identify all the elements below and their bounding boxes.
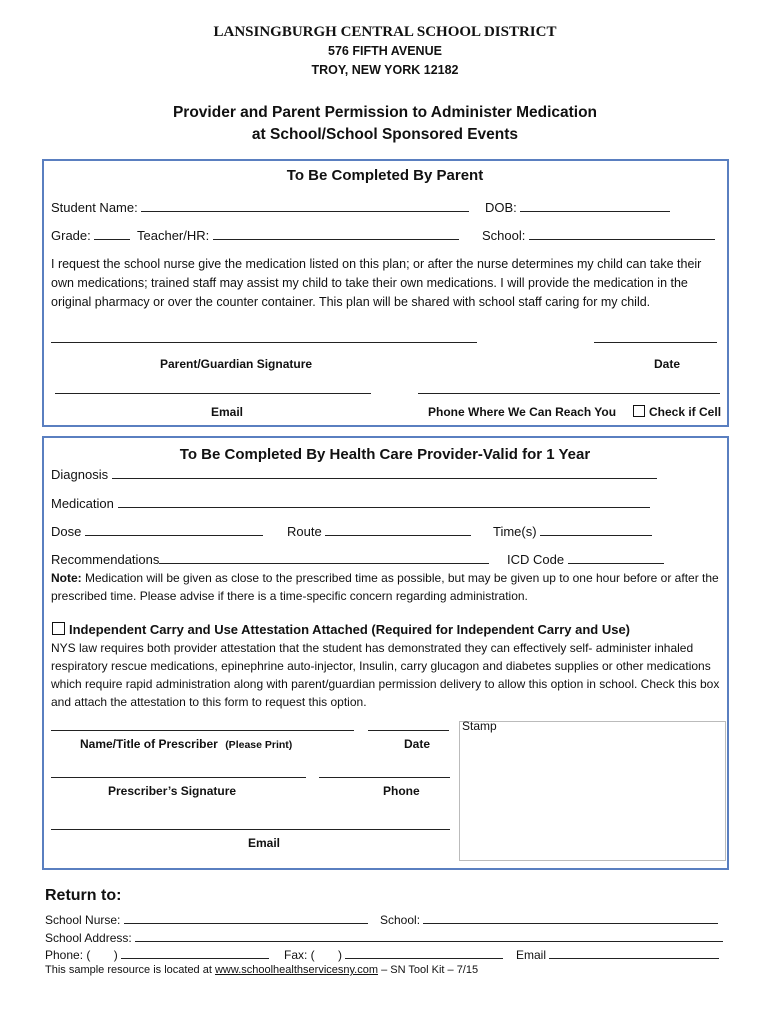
check-if-cell[interactable] — [633, 405, 721, 419]
grade-line[interactable] — [94, 228, 130, 240]
student-name-field[interactable] — [51, 200, 469, 215]
dose-field[interactable] — [51, 524, 263, 539]
note-label: Note: — [51, 571, 82, 585]
return-nurse-line[interactable] — [124, 912, 368, 924]
district-name: LANSINGBURGH CENTRAL SCHOOL DISTRICT — [213, 24, 557, 40]
attestation-text: NYS law requires both provider attestation that the student has demonstrated they can effectively self- administer inhaled respiratory rescue medications, epinephrine auto-injector, Insulin, carry glucagon and diabetes supplies or other medications which require rapid administration along with parent/guardian permission delivery to allow this option in school. Check this box and attach the attestation to this form to request this option. — [51, 641, 720, 709]
parent-phone-label: Phone Where We Can Reach You — [428, 405, 617, 419]
times-label: Time(s) — [493, 524, 537, 539]
return-nurse-field[interactable] — [45, 912, 368, 927]
return-school-line[interactable] — [423, 912, 718, 924]
times-field[interactable] — [493, 524, 652, 539]
return-email-field[interactable] — [516, 947, 719, 962]
times-line[interactable] — [540, 524, 652, 536]
note-text: Medication will be given as close to the prescribed time as possible, but may be given up to one hour before or after the prescribed time. Please advise if there is a time-specific concern regarding administration. — [51, 571, 719, 603]
prescriber-email-line[interactable] — [51, 829, 450, 830]
return-address-field[interactable] — [45, 930, 723, 945]
diagnosis-line[interactable] — [112, 467, 657, 479]
return-fax-label: Fax: ( — [284, 948, 315, 962]
prescriber-name-label — [80, 737, 292, 751]
school-line[interactable] — [529, 228, 715, 240]
attestation-checkbox[interactable] — [52, 622, 65, 635]
return-heading: Return to: — [45, 887, 122, 904]
return-address-label: School Address: — [45, 931, 132, 945]
grade-label: Grade: — [51, 228, 91, 243]
return-phone-line[interactable] — [121, 947, 269, 959]
footer-suffix: – SN Tool Kit – 7/15 — [381, 964, 479, 976]
form-title-1: Provider and Parent Permission to Administer Medication — [172, 104, 598, 121]
grade-field[interactable] — [51, 228, 130, 243]
route-line[interactable] — [325, 524, 471, 536]
footer-note — [45, 964, 478, 976]
prescriber-email-label: Email — [248, 836, 281, 850]
address-line-2: TROY, NEW YORK 12182 — [311, 63, 459, 77]
attestation-heading: Independent Carry and Use Attestation Attached (Required for Independent Carry and Use) — [69, 622, 631, 637]
dob-field[interactable] — [485, 200, 670, 215]
medication-field[interactable] — [51, 496, 650, 511]
parent-phone-line[interactable] — [418, 393, 720, 394]
teacher-field[interactable] — [137, 228, 459, 243]
return-email-label: Email — [516, 948, 547, 962]
return-nurse-label: School Nurse: — [45, 913, 121, 927]
parent-signature-label: Parent/Guardian Signature — [160, 357, 313, 371]
address-line-1: 576 FIFTH AVENUE — [328, 44, 442, 58]
return-address-line[interactable] — [135, 930, 723, 942]
prescriber-phone-label: Phone — [383, 784, 420, 798]
parent-statement: I request the school nurse give the medication listed on this plan; or after the nurse determines my child can take their own medications; trained staff may assist my child to take their own medications. I will provide the medication in the original pharmacy or over the counter container. This plan will be shared with school staff caring for my child. — [51, 257, 702, 309]
school-label: School: — [482, 228, 526, 243]
return-phone-field[interactable] — [45, 947, 269, 962]
form-title-2: at School/School Sponsored Events — [251, 126, 519, 143]
cell-label: Check if Cell — [649, 405, 722, 419]
medication-line[interactable] — [118, 496, 650, 508]
medication-label: Medication — [51, 496, 114, 511]
footer-prefix: This sample resource is located at — [45, 964, 212, 976]
recommendations-label: Recommendations — [51, 552, 160, 567]
parent-email-line[interactable] — [55, 393, 371, 394]
return-fax-field[interactable] — [284, 947, 503, 962]
recommendations-line[interactable] — [159, 552, 489, 564]
icd-field[interactable] — [507, 552, 664, 567]
prescriber-name-line[interactable] — [51, 730, 354, 731]
dose-line[interactable] — [85, 524, 263, 536]
dose-label: Dose — [51, 524, 82, 539]
prescriber-signature-label: Prescriber’s Signature — [108, 784, 237, 798]
icd-label: ICD Code — [507, 552, 565, 567]
parent-date-label: Date — [654, 357, 681, 371]
icd-line[interactable] — [568, 552, 664, 564]
parent-section-heading: To Be Completed By Parent — [286, 167, 484, 184]
diagnosis-label: Diagnosis — [51, 467, 109, 482]
return-phone-label: Phone: ( — [45, 948, 91, 962]
return-fax-line[interactable] — [345, 947, 503, 959]
prescriber-name-text: Name/Title of Prescriber — [80, 737, 218, 751]
teacher-label: Teacher/HR: — [137, 228, 210, 243]
parent-date-line[interactable] — [594, 342, 717, 343]
stamp-label: Stamp — [462, 719, 497, 733]
stamp-box — [459, 721, 726, 861]
route-label: Route — [287, 524, 322, 539]
return-school-field[interactable] — [380, 912, 718, 927]
provider-section-heading: To Be Completed By Health Care Provider-Valid for 1 Year — [179, 446, 591, 463]
dob-label: DOB: — [485, 200, 517, 215]
student-name-line[interactable] — [141, 200, 469, 212]
recommendations-field[interactable] — [51, 552, 489, 567]
teacher-line[interactable] — [213, 228, 459, 240]
attestation-option[interactable] — [52, 622, 630, 637]
return-fax-close: ) — [338, 948, 343, 962]
parent-email-label: Email — [211, 405, 244, 419]
footer-link[interactable]: www.schoolhealthservicesny.com — [214, 964, 379, 976]
student-name-label: Student Name: — [51, 200, 138, 215]
note-paragraph — [51, 569, 723, 605]
dob-line[interactable] — [520, 200, 670, 212]
return-phone-close: ) — [113, 948, 118, 962]
please-print-text: (Please Print) — [225, 739, 293, 751]
return-school-label: School: — [380, 913, 421, 927]
prescriber-date-line[interactable] — [368, 730, 449, 731]
return-email-line[interactable] — [549, 947, 719, 959]
school-field[interactable] — [482, 228, 715, 243]
cell-checkbox[interactable] — [633, 405, 645, 417]
parent-signature-line[interactable] — [51, 342, 477, 343]
prescriber-phone-line[interactable] — [319, 777, 450, 778]
prescriber-signature-line[interactable] — [51, 777, 306, 778]
diagnosis-field[interactable] — [51, 467, 657, 482]
prescriber-date-label: Date — [404, 737, 431, 751]
route-field[interactable] — [287, 524, 471, 539]
